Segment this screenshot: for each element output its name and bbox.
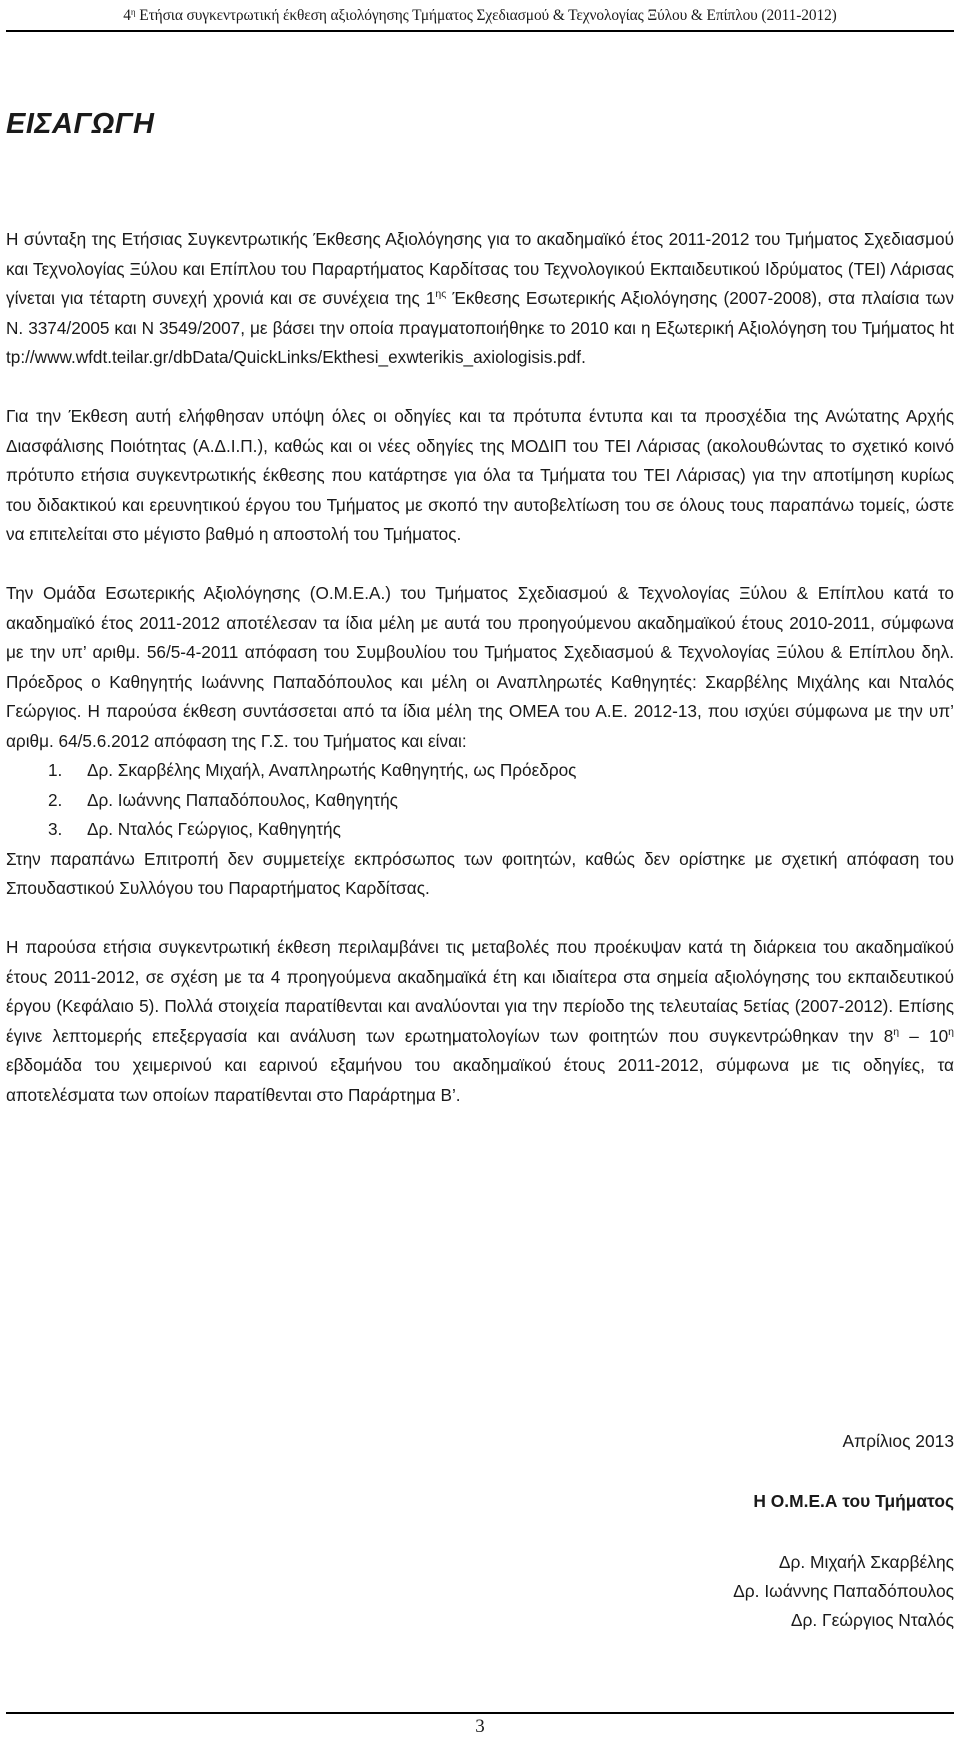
list-item-text: Δρ. Σκαρβέλης Μιχαήλ, Αναπληρωτής Καθηγητής, ως Πρόεδρος bbox=[87, 760, 577, 780]
list-item-number: 3. bbox=[48, 819, 63, 839]
signature-date: Απρίλιος 2013 bbox=[842, 1431, 954, 1451]
list-item bbox=[6, 756, 954, 786]
scope-superscript-2: η bbox=[948, 1025, 954, 1038]
list-item bbox=[6, 815, 954, 845]
list-item-text: Δρ. Νταλός Γεώργιος, Καθηγητής bbox=[87, 819, 341, 839]
page-number: 3 bbox=[475, 1716, 485, 1737]
signatory-name: Δρ. Μιχαήλ Σκαρβέλης bbox=[778, 1552, 954, 1572]
signature-names bbox=[733, 1548, 954, 1635]
running-header bbox=[6, 0, 954, 32]
header-text: Ετήσια συγκεντρωτική έκθεση αξιολόγησης Τμήματος Σχεδιασμού & Τεχνολογίας Ξύλου & Επίπλου (2011-2012) bbox=[135, 7, 837, 24]
list-item-number: 2. bbox=[48, 789, 63, 810]
committee-paragraph: Την Ομάδα Εσωτερικής Αξιολόγησης (Ο.Μ.Ε.Α.) του Τμήματος Σχεδιασμού & Τεχνολογίας Ξύλου & Επίπλου κατά το ακαδημαϊκό έτος 2011-2012 αποτέλεσαν τα ίδια μέλη με αυτά του προηγούμενου ακαδημαϊκού έτους 2010-2011, σύμφωνα με την υπ’ αριθμ. 56/5-4-2011 απόφαση του Συμβουλίου του Τμήματος Σχεδιασμού & Τεχνολογίας Ξύλου & Επίπλου δηλ. Πρόεδρος ο Καθηγητής Ιωάννης Παπαδόπουλος και μέλη οι Αναπληρωτές Καθηγητές: Σκαρβέλης Μιχάλης και Νταλός Γεώργιος. Η παρούσα έκθεση συντάσσεται από τα ίδια μέλη της ΟΜΕΑ του Α.Ε. 2012-13, που ισχύει σύμφωνα με την υπ’ αριθμ. 64/5.6.2012 απόφαση της Γ.Σ. του Τμήματος και είναι: bbox=[6, 583, 954, 751]
scope-text-part1: Η παρούσα ετήσια συγκεντρωτική έκθεση περιλαμβάνει τις μεταβολές που προέκυψαν κατά τη διάρκεια του ακαδημαϊκού έτους 2011-2012, σε σχέση με τα 4 προηγούμενα ακαδημαϊκά έτη και ιδιαίτερα στα σημεία αξιολόγησης του εκπαιδευτικού έργου (Κεφάλαιο 5). Πολλά στοιχεία παρατίθενται και αναλύονται για την περίοδο της τελευταίας 5ετίας (2007-2012). Επίσης έγινε λεπτομερής επεξεργασία και ανάλυση των ερωτηματολογίων των φοιτητών που συγκεντρώθηκαν την 8 bbox=[6, 937, 954, 1046]
student-representation-paragraph: Στην παραπάνω Επιτροπή δεν συμμετείχε εκπρόσωπος των φοιτητών, καθώς δεν ορίστηκε με σχετική απόφαση του Σπουδαστικού Συλλόγου του Παραρτήματος Καρδίτσας. bbox=[6, 848, 954, 898]
signature-committee: Η Ο.Μ.Ε.Α του Τμήματος bbox=[753, 1491, 954, 1511]
guidelines-paragraph: Για την Έκθεση αυτή ελήφθησαν υπόψη όλες οι οδηγίες και τα πρότυπα έντυπα και τα προσχέδια της Ανώτατης Αρχής Διασφάλισης Ποιότητας (Α.Δ.Ι.Π.), καθώς και οι νέες οδηγίες της ΜΟΔΙΠ του ΤΕΙ Λάρισας (ακολουθώντας το σχετικό κοινό πρότυπο ετήσια συγκεντρωτικής έκθεσης που κατάρτησε για όλα τα Τμήματα του ΤΕΙ Λάρισας) για την αποτίμηση κυρίως του διδακτικού και ερευνητικού έργου του Τμήματος με σκοπό την αυτοβελτίωση του σε όλους τους παραπάνω τομείς, ώστε να επιτελείται στο μέγιστο βαθμό η αποστολή του Τμήματος. bbox=[6, 406, 954, 544]
intro-text-start: Η σύνταξη της Ετήσιας Συγκεντρωτικής Έκθεσης Αξιολόγησης για το ακαδημαϊκό έτος 2011-2012 του Τμήματος Σχεδιασμού και Τεχνολογίας Ξύλου και Επίπλου του Παραρτήματος Καρδίτσας του Τεχνολογικού Εκπαιδευτικού Ιδρύματος (ΤΕΙ) Λάρισας γίνεται για τέταρτη συνεχή χρονιά και σε συνέχεια της 1 bbox=[6, 229, 954, 308]
list-item-text: Δρ. Ιωάννης Παπαδόπουλος, Καθηγητής bbox=[87, 789, 398, 810]
intro-paragraph bbox=[6, 225, 954, 373]
report-scope-paragraph bbox=[6, 933, 954, 1110]
scope-text-part3: εβδομάδα του χειμερινού και εαρινού εξαμήνου του ακαδημαϊκού έτους 2011-2012, σύμφωνα με τις οδηγίες, τα αποτελέσματα των οποίων παρατίθενται στο Παράρτημα Β’. bbox=[6, 1055, 954, 1105]
header-superscript: η bbox=[130, 7, 136, 17]
external-evaluation-link[interactable]: http://www.wfdt.teilar.gr/dbData/QuickLinks/Ekthesi_exwterikis_axiologisis.pdf. bbox=[6, 317, 955, 367]
page-title: ΕΙΣΑΓΩΓΗ bbox=[6, 108, 155, 140]
list-item-number: 1. bbox=[48, 760, 63, 780]
header-number: 4 bbox=[123, 7, 131, 24]
intro-text-end: Έκθεσης Εσωτερικής Αξιολόγησης (2007-2008), στα πλαίσια των Ν. 3374/2005 και Ν 3549/2007, με βάσει την οποία πραγματοποιήθηκε το 2010 και η Εξωτερική Αξιολόγηση του Τμήματος bbox=[6, 288, 954, 338]
signatory-name: Δρ. Γεώργιος Νταλός bbox=[790, 1610, 954, 1630]
scope-superscript-1: η bbox=[893, 1025, 900, 1038]
list-item bbox=[6, 786, 954, 816]
scope-text-part2: – 10 bbox=[899, 1025, 949, 1046]
intro-ordinal-superscript: ης bbox=[435, 288, 447, 300]
committee-members-list bbox=[6, 756, 954, 845]
signatory-name: Δρ. Ιωάννης Παπαδόπουλος bbox=[733, 1581, 954, 1601]
document-body bbox=[6, 225, 954, 1140]
